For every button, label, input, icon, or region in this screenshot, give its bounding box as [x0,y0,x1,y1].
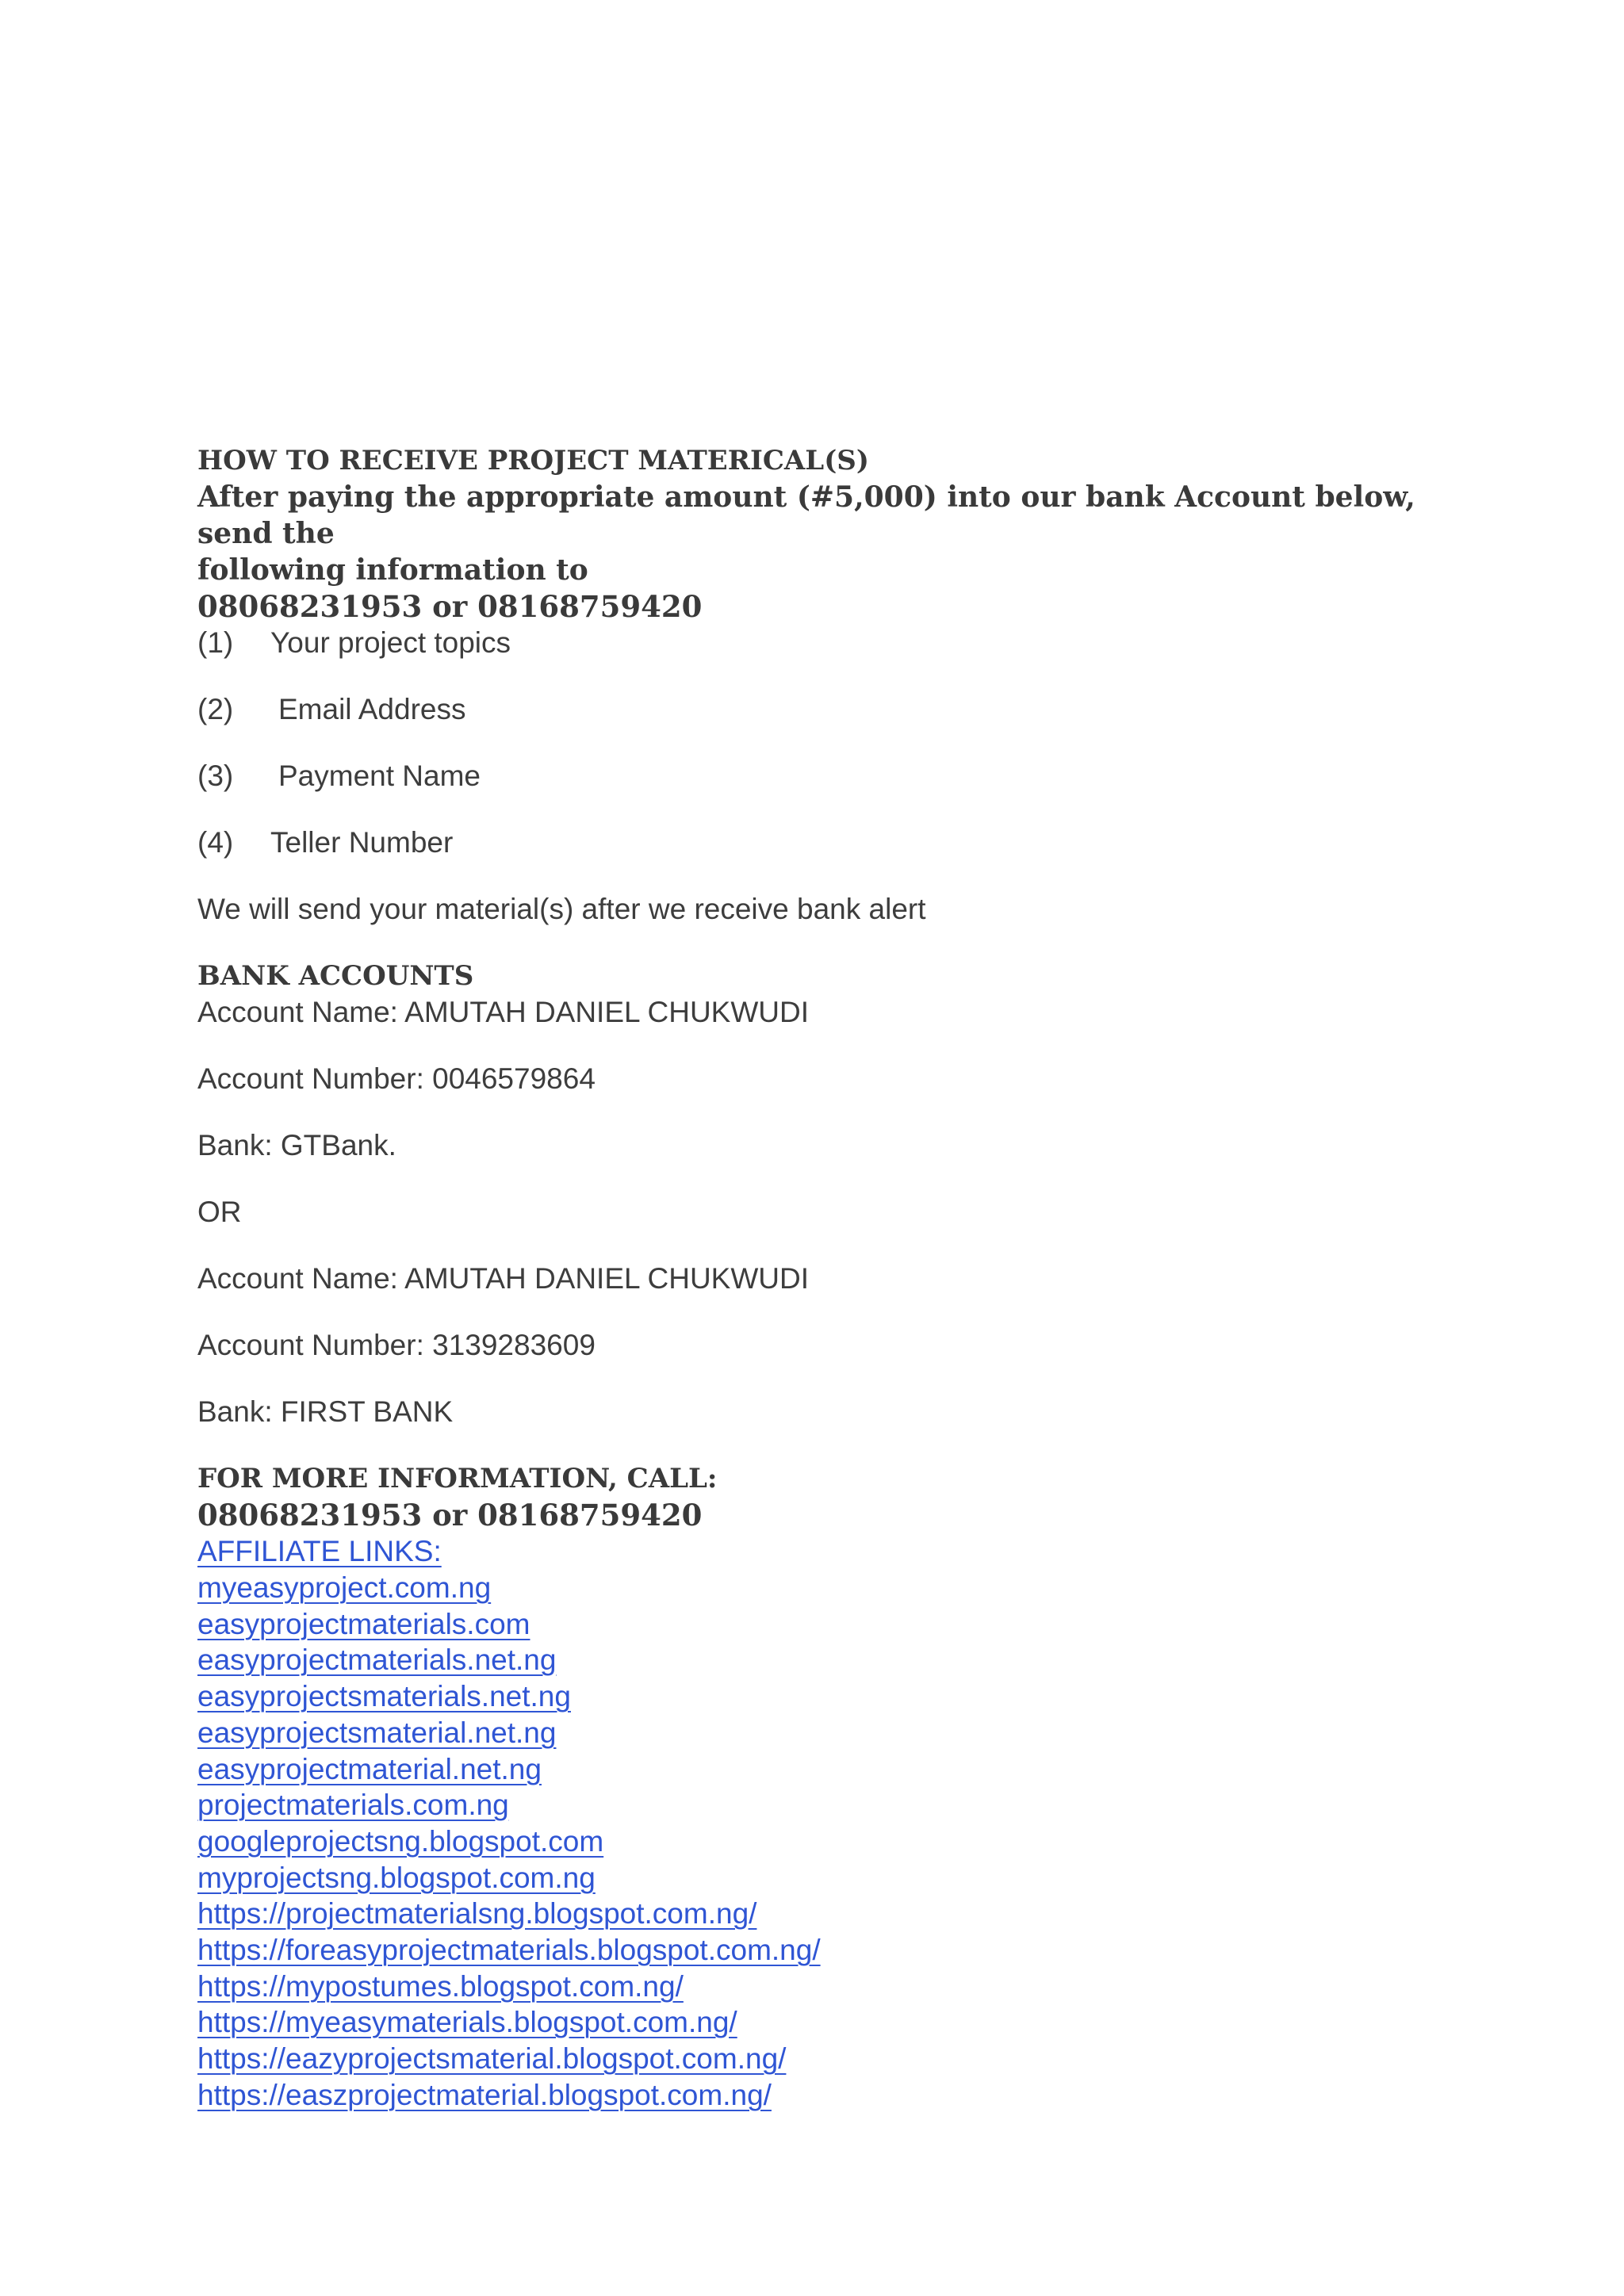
page-title: HOW TO RECEIVE PROJECT MATERICAL(S) [197,445,869,476]
document-content [197,442,1482,2114]
requirements-list [197,625,1482,928]
list-item-label: Payment Name [278,760,481,792]
affiliate-link[interactable]: easyprojectsmaterial.net.ng [197,1716,557,1749]
affiliate-link[interactable]: easyprojectmaterials.com [197,1607,530,1640]
affiliate-link[interactable]: projectmaterials.com.ng [197,1789,509,1822]
affiliate-link[interactable]: https://projectmaterialsng.blogspot.com.ng/ [197,1897,757,1931]
list-item [197,691,1482,728]
bank-accounts-section [197,994,1482,1430]
affiliate-link[interactable]: https://foreasyprojectmaterials.blogspot.com.ng/ [197,1934,821,1967]
intro-line-1: After paying the appropriate amount (#5,000) into our bank Account below, send the [197,480,1415,550]
intro-line-2: following information to [197,553,588,587]
bank-name: Bank: GTBank. [197,1129,396,1161]
notice-text: We will send your material(s) after we receive bank alert [197,893,926,925]
affiliate-link[interactable]: https://mypostumes.blogspot.com.ng/ [197,1969,684,2003]
bank-name: Bank: FIRST BANK [197,1395,454,1428]
list-item-label: Your project topics [270,626,511,659]
list-item-number: (2) [197,693,234,725]
contact-phone-numbers: 08068231953 or 08168759420 [197,1498,703,1533]
affiliate-link[interactable]: easyprojectmaterials.net.ng [197,1644,557,1677]
affiliate-link[interactable]: https://easzprojectmaterial.blogspot.com.ng/ [197,2078,772,2111]
list-item-label: Teller Number [270,826,454,859]
list-item [197,625,1482,661]
affiliate-link[interactable]: myeasyproject.com.ng [197,1571,492,1604]
account-name: Account Name: AMUTAH DANIEL CHUKWUDI [197,1262,809,1295]
account-name: Account Name: AMUTAH DANIEL CHUKWUDI [197,996,809,1028]
list-item [197,825,1482,861]
contact-title: FOR MORE INFORMATION, CALL: [197,1463,718,1494]
intro-phone-numbers: 08068231953 or 08168759420 [197,589,703,624]
affiliate-links-label[interactable]: AFFILIATE LINKS: [197,1535,442,1567]
list-item [197,758,1482,794]
account-number: Account Number: 0046579864 [197,1062,596,1095]
or-separator: OR [197,1196,242,1228]
affiliate-link[interactable]: https://eazyprojectsmaterial.blogspot.com.ng/ [197,2042,787,2076]
bank-accounts-title: BANK ACCOUNTS [197,960,474,992]
affiliate-link[interactable]: easyprojectsmaterials.net.ng [197,1680,571,1713]
list-item-label: Email Address [278,693,466,725]
list-item-number: (3) [197,760,234,792]
list-item-number: (4) [197,826,234,859]
affiliate-link[interactable]: https://myeasymaterials.blogspot.com.ng/ [197,2006,737,2039]
affiliate-link[interactable]: myprojectsng.blogspot.com.ng [197,1861,596,1894]
affiliate-link[interactable]: easyprojectmaterial.net.ng [197,1752,542,1785]
account-number: Account Number: 3139283609 [197,1329,596,1361]
affiliate-link[interactable]: googleprojectsng.blogspot.com [197,1824,604,1858]
list-item-number: (1) [197,626,234,659]
affiliate-links-section [197,1533,1482,2114]
